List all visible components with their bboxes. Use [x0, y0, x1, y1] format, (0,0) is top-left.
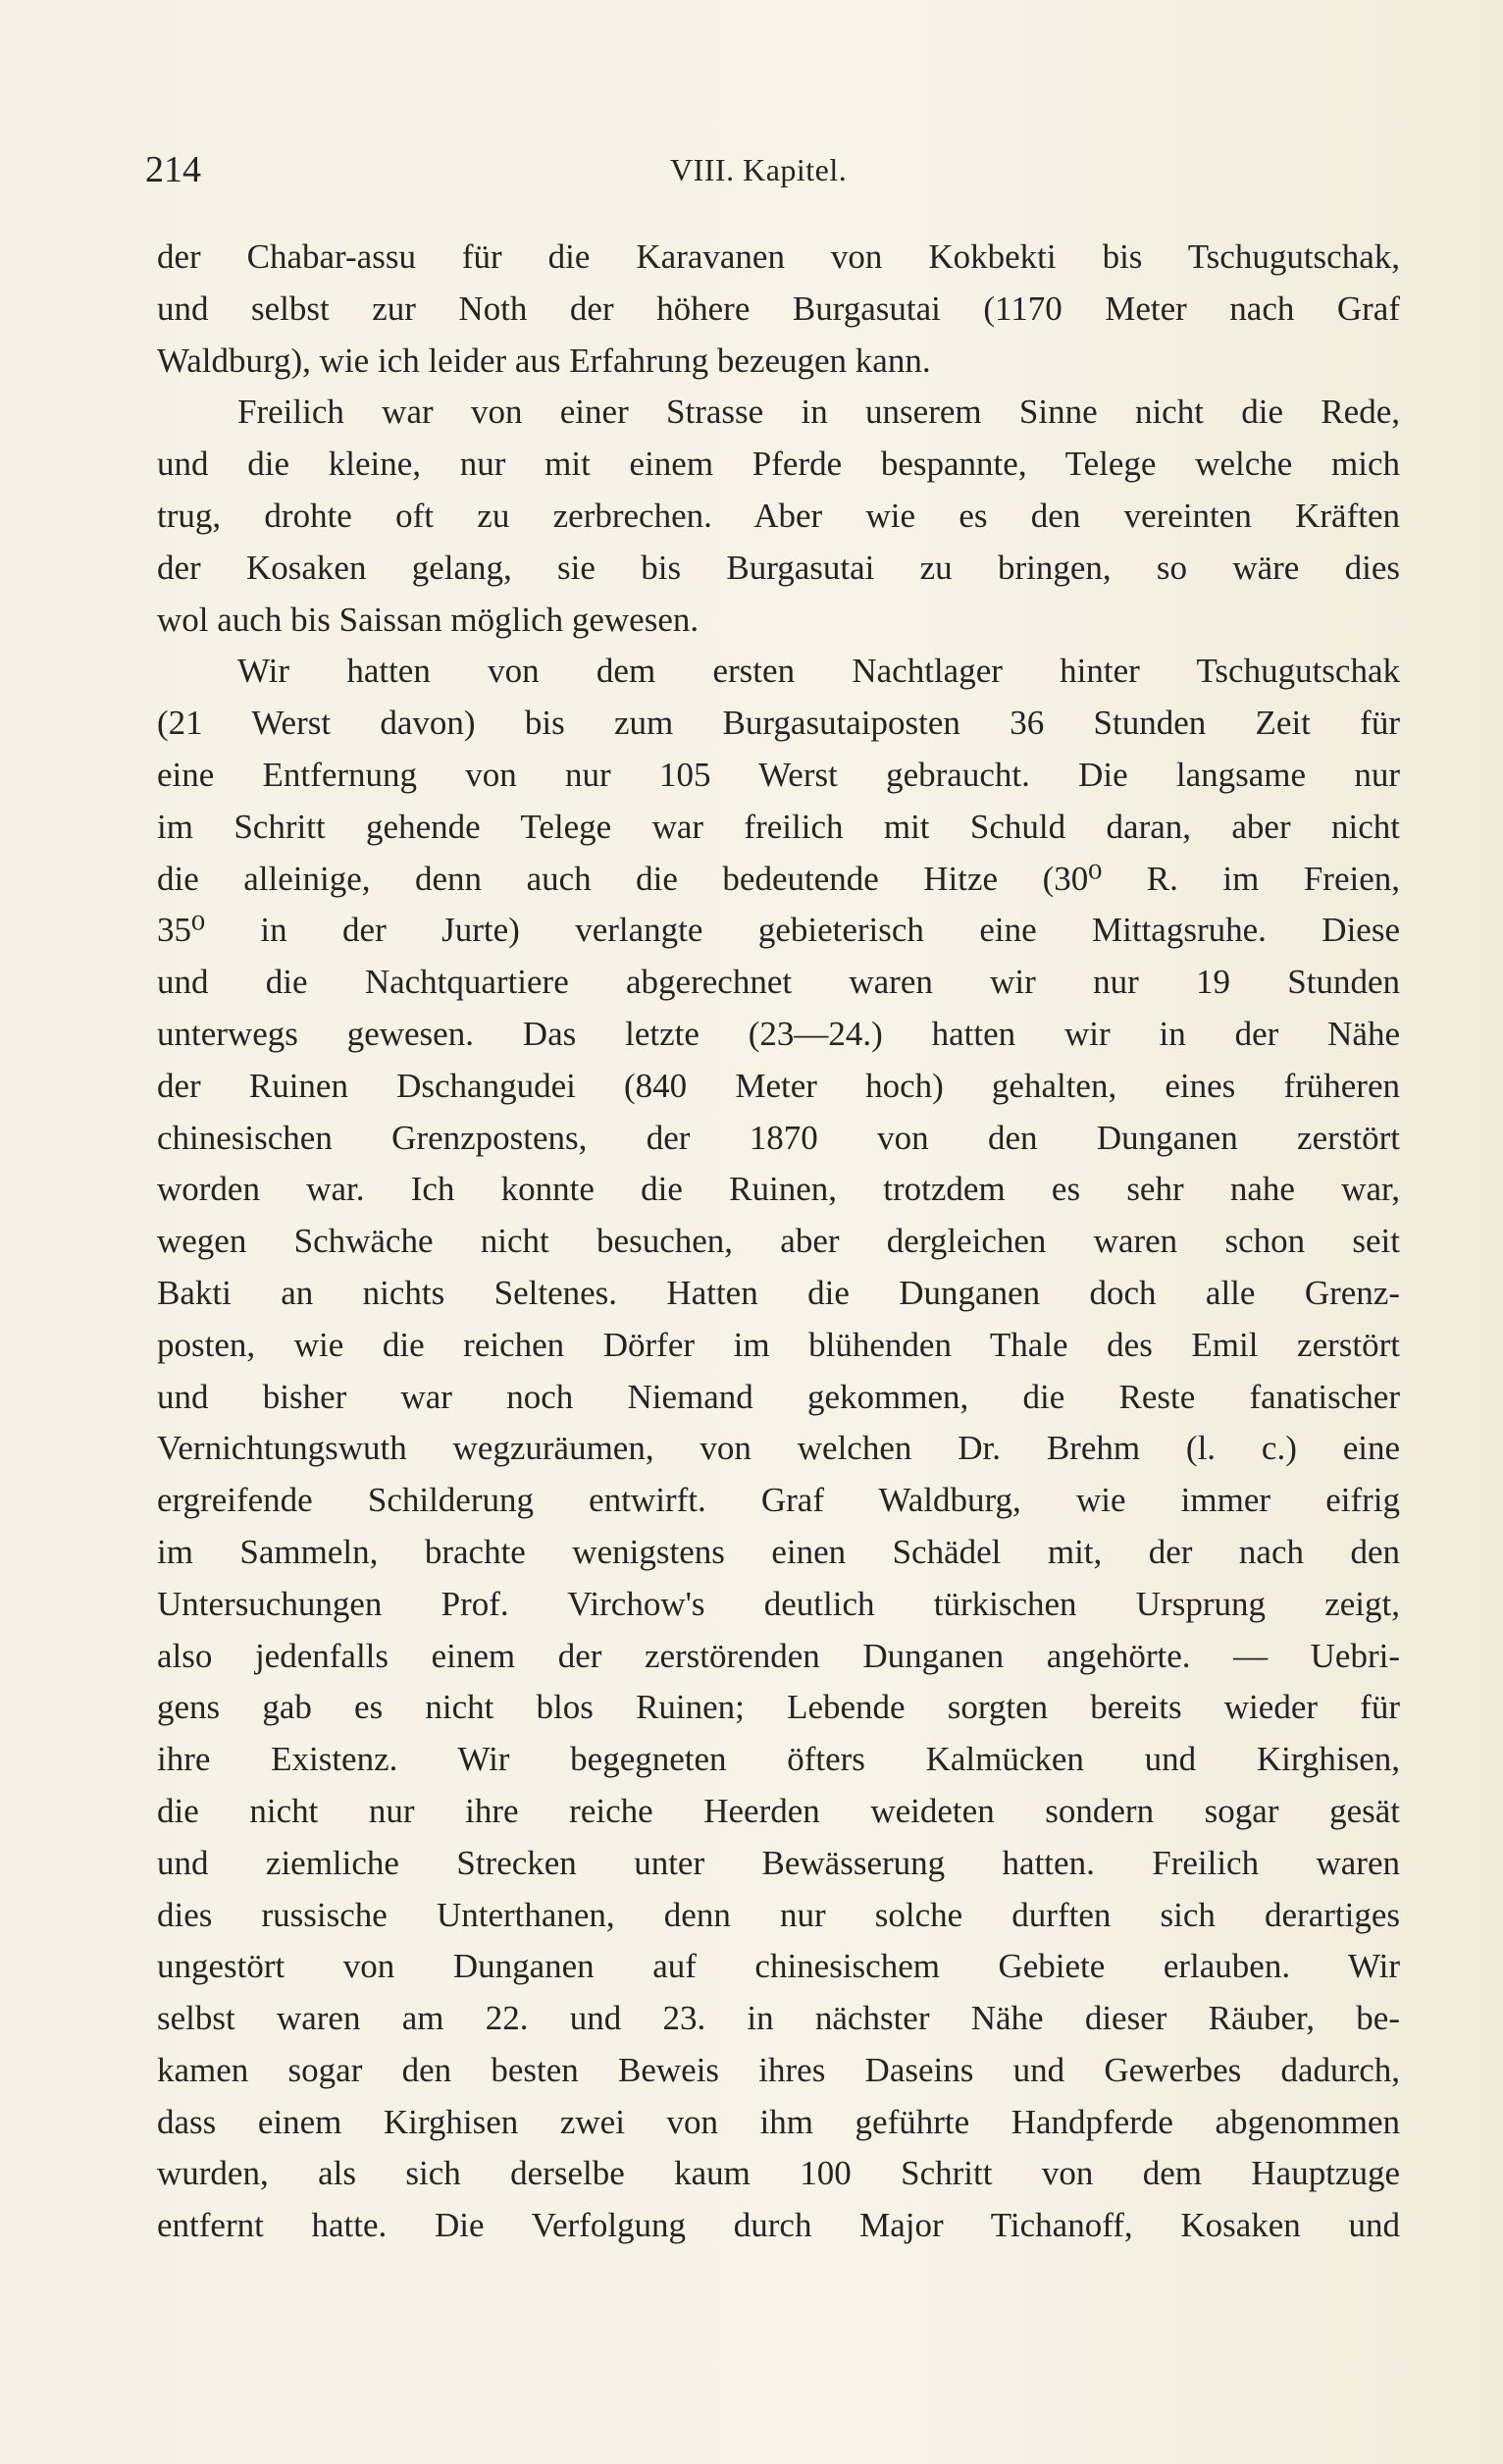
running-head: VIII. Kapitel. — [670, 152, 848, 187]
text-line: Wir hatten von dem ersten Nachtlager hinter Tschugutschak — [237, 652, 1400, 691]
text-line: wurden, als sich derselbe kaum 100 Schritt von dem Hauptzuge — [157, 2154, 1400, 2193]
text-line: wol auch bis Saissan möglich gewesen. — [157, 600, 700, 639]
page-number: 214 — [145, 149, 201, 190]
text-line: die alleinige, denn auch die bedeutende Hitze (30⁰ R. im Freien, — [157, 859, 1400, 898]
text-line: im Sammeln, brachte wenigstens einen Schädel mit, der nach den — [157, 1532, 1400, 1571]
text-line: dass einem Kirghisen zwei von ihm geführte Handpferde abgenommen — [157, 2102, 1400, 2141]
text-line: entfernt hatte. Die Verfolgung durch Major Tichanoff, Kosaken und — [157, 2206, 1400, 2245]
text-line: also jedenfalls einem der zerstörenden Dunganen angehörte. — Uebri- — [157, 1636, 1400, 1675]
text-line: Bakti an nichts Seltenes. Hatten die Dunganen doch alle Grenz- — [157, 1273, 1400, 1312]
text-line: und die kleine, nur mit einem Pferde bespannte, Telege welche mich — [157, 445, 1400, 484]
text-line: der Chabar-assu für die Karavanen von Kokbekti bis Tschugutschak, — [157, 237, 1400, 276]
text-line: dies russische Unterthanen, denn nur solche durften sich derartiges — [157, 1895, 1400, 1934]
text-line: der Ruinen Dschangudei (840 Meter hoch) gehalten, eines früheren — [157, 1066, 1400, 1105]
text-line: unterwegs gewesen. Das letzte (23—24.) hatten wir in der Nähe — [157, 1014, 1400, 1053]
text-line: wegen Schwäche nicht besuchen, aber dergleichen waren schon seit — [157, 1222, 1400, 1261]
text-line: der Kosaken gelang, sie bis Burgasutai zu bringen, so wäre dies — [157, 548, 1400, 587]
text-line: trug, drohte oft zu zerbrechen. Aber wie es den vereinten Kräften — [157, 496, 1400, 535]
text-line: und ziemliche Strecken unter Bewässerung hatten. Freilich waren — [157, 1843, 1400, 1882]
text-line: und bisher war noch Niemand gekommen, die Reste fanatischer — [157, 1377, 1400, 1416]
text-line: eine Entfernung von nur 105 Werst gebraucht. Die langsame nur — [157, 755, 1400, 794]
text-line: chinesischen Grenzpostens, der 1870 von den Dunganen zerstört — [157, 1118, 1400, 1157]
page-header — [145, 145, 1406, 194]
body-text — [157, 232, 1400, 2252]
text-line: ergreifende Schilderung entwirft. Graf Waldburg, wie immer eifrig — [157, 1481, 1400, 1520]
text-line: Waldburg), wie ich leider aus Erfahrung bezeugen kann. — [157, 341, 931, 380]
text-line: 35⁰ in der Jurte) verlangte gebieterisch eine Mittagsruhe. Diese — [157, 911, 1400, 950]
text-line: und die Nachtquartiere abgerechnet waren wir nur 19 Stunden — [157, 963, 1400, 1002]
text-line: Untersuchungen Prof. Virchow's deutlich türkischen Ursprung zeigt, — [157, 1584, 1400, 1623]
text-line: und selbst zur Noth der höhere Burgasutai (1170 Meter nach Graf — [157, 288, 1400, 328]
text-line: (21 Werst davon) bis zum Burgasutaiposten 36 Stunden Zeit für — [157, 704, 1400, 743]
text-line: posten, wie die reichen Dörfer im blühenden Thale des Emil zerstört — [157, 1325, 1400, 1364]
text-line: selbst waren am 22. und 23. in nächster Nähe dieser Räuber, be- — [157, 1999, 1400, 2038]
text-line: ungestört von Dunganen auf chinesischem Gebiete erlauben. Wir — [157, 1947, 1400, 1986]
text-line: worden war. Ich konnte die Ruinen, trotzdem es sehr nahe war, — [157, 1170, 1400, 1209]
text-line: Freilich war von einer Strasse in unserem Sinne nicht die Rede, — [237, 393, 1400, 432]
text-line: gens gab es nicht blos Ruinen; Lebende sorgten bereits wieder für — [157, 1688, 1400, 1727]
text-line: die nicht nur ihre reiche Heerden weideten sondern sogar gesät — [157, 1791, 1400, 1830]
text-line: im Schritt gehende Telege war freilich mit Schuld daran, aber nicht — [157, 807, 1400, 846]
text-line: kamen sogar den besten Beweis ihres Daseins und Gewerbes dadurch, — [157, 2050, 1400, 2089]
text-line: Vernichtungswuth wegzuräumen, von welchen Dr. Brehm (l. c.) eine — [157, 1429, 1400, 1468]
text-line: ihre Existenz. Wir begegneten öfters Kalmücken und Kirghisen, — [157, 1740, 1400, 1779]
